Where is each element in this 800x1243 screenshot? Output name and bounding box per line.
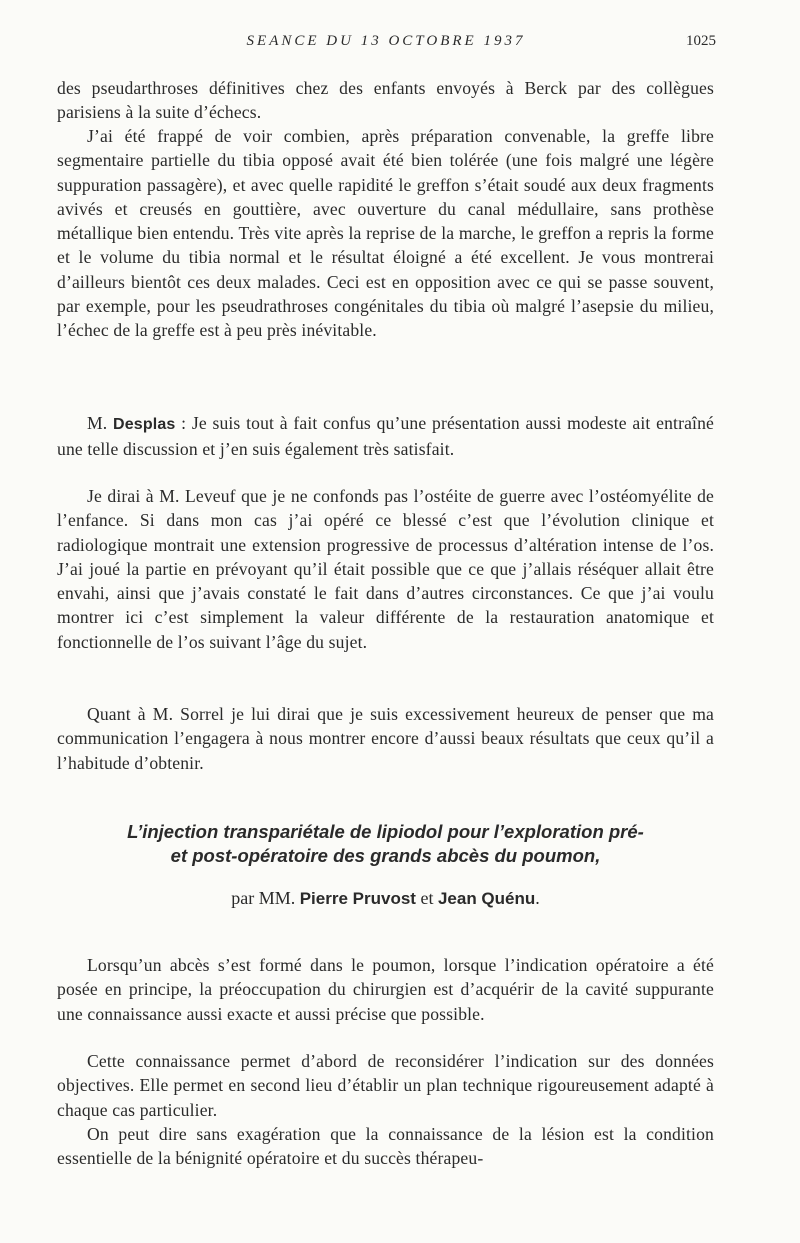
page-number: 1025 xyxy=(686,33,716,49)
article-paragraph-2: Cette connaissance permet d’abord de reconsidérer l’indication sur des données objectives. Elle permet en second lieu d’établir un plan technique rigoureusement adapté à chaque cas particulier. xyxy=(57,1051,714,1120)
speaker-text: : Je suis tout à fait confus qu’une présentation aussi modeste ait entraîné une telle discussion et j’en suis également très satisfait. xyxy=(57,413,714,460)
author-pruvost: Pierre Pruvost xyxy=(299,889,416,908)
byline-and: et xyxy=(415,888,438,908)
paragraph-sorrel-reply: Quant à M. Sorrel je lui dirai que je suis excessivement heureux de penser que ma communication l’engagera à nous montrer encore d’aussi beaux résultats que ceux qu’il a l’habitude d’obtenir. xyxy=(57,704,714,773)
paragraph-continuation: des pseudarthroses définitives chez des enfants envoyés à Berck par des collègues parisiens à la suite d’échecs. xyxy=(57,78,714,123)
paragraph-desplas-reply xyxy=(57,411,714,462)
article-title-line-1: L’injection transpariétale de lipiodol pour l’exploration pré- xyxy=(127,821,644,842)
article-byline xyxy=(57,888,714,909)
article-paragraph-1: Lorsqu’un abcès s’est formé dans le poumon, lorsque l’indication opératoire a été posée en principe, la préoccupation du chirurgien est d’acquérir de la cavité suppurante une connaissance aussi exacte et aussi précise que possible. xyxy=(57,955,714,1024)
author-quenu: Jean Quénu xyxy=(437,889,536,908)
speaker-name: Desplas xyxy=(113,416,176,433)
article-title xyxy=(57,820,714,868)
byline-prefix: par MM. xyxy=(231,888,300,908)
paragraph-leveuf-reply: Je dirai à M. Leveuf que je ne confonds pas l’ostéite de guerre avec l’ostéomyélite de l’enfance. Si dans mon cas j’ai opéré ce blessé c’est que l’évolution clinique et radiologique montrait une extension progressive de processus d’altération intense de l’os. J’ai joué la partie en prévoyant qu’il était possible que ce que j’allais réséquer allait être envahi, ainsi que j’avais constaté le fait dans d’autres circonstances. Ce que j’ai voulu montrer ici c’est simplement la valeur différente de la restauration anatomique et fonctionnelle de l’os suivant l’âge du sujet. xyxy=(57,486,714,652)
speaker-prefix: M. xyxy=(87,413,114,433)
article-title-line-2: et post-opératoire des grands abcès du poumon, xyxy=(170,845,601,866)
page-header xyxy=(56,33,716,55)
byline-suffix: . xyxy=(535,888,540,908)
running-title: SEANCE DU 13 OCTOBRE 1937 xyxy=(246,33,526,49)
paragraph-graft-observation: J’ai été frappé de voir combien, après préparation convenable, la greffe libre segmentaire partielle du tibia opposé avait été bien tolérée (une fois malgré une légère suppuration passagère), et avec quelle rapidité le greffon s’était soudé aux deux fragments avivés et creusés en gouttière, avec ouverture du canal médullaire, sans prothèse métallique bien entendu. Très vite après la reprise de la marche, le greffon a repris la forme et le volume du tibia normal et le résultat éloigné a été excellent. Je vous montrerai d’ailleurs bientôt ces deux malades. Ceci est en opposition avec ce qui se passe souvent, par exemple, pour les pseudrathroses congénitales du tibia où malgré l’asepsie du milieu, l’échec de la greffe est à peu près inévitable. xyxy=(57,126,714,341)
article-paragraph-3: On peut dire sans exagération que la connaissance de la lésion est la condition essentielle de la bénignité opératoire et du succès thérapeu- xyxy=(57,1124,714,1169)
